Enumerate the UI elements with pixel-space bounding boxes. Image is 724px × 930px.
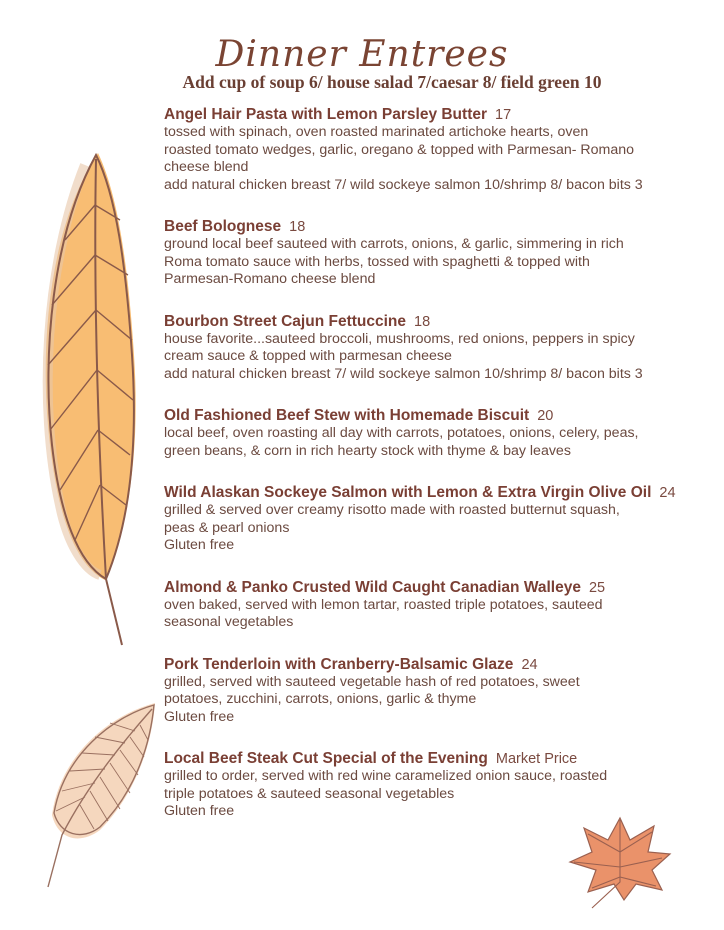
menu-title: Dinner Entrees [215, 34, 509, 75]
item-description-line: add natural chicken breast 7/ wild sockeye salmon 10/shrimp 8/ bacon bits 3 [164, 365, 643, 382]
item-description-line: Roma tomato sauce with herbs, tossed with spaghetti & topped with [164, 253, 590, 270]
menu-item [164, 482, 704, 555]
item-description-line: tossed with spinach, oven roasted marinated artichoke hearts, oven [164, 124, 589, 140]
item-price: 20 [537, 408, 554, 424]
item-name: Wild Alaskan Sockeye Salmon with Lemon & Extra Virgin Olive Oil [164, 484, 652, 501]
item-description-line: grilled & served over creamy risotto made with roasted butternut squash, [164, 502, 620, 518]
item-price: 25 [588, 579, 606, 596]
item-name: Angel Hair Pasta with Lemon Parsley Butter [164, 106, 488, 123]
item-description-line: Gluten free [164, 708, 235, 725]
item-description-line: ground local beef sauteed with carrots, onions, & garlic, simmering in rich [164, 236, 624, 252]
item-description-line: cream sauce & topped with parmesan cheese [164, 348, 452, 364]
item-description-line: add natural chicken breast 7/ wild sockeye salmon 10/shrimp 8/ bacon bits 3 [164, 176, 643, 193]
item-price: 17 [495, 107, 512, 123]
item-name: Almond & Panko Crusted Wild Caught Canadian Walleye [164, 578, 581, 596]
item-name: Local Beef Steak Cut Special of the Evening [164, 750, 488, 767]
item-description-line: house favorite...sauteed broccoli, mushrooms, red onions, peppers in spicy [164, 330, 635, 347]
menu-items-list [164, 104, 704, 821]
item-description-line: Parmesan-Romano cheese blend [164, 271, 376, 287]
item-price: Market Price [495, 751, 578, 767]
item-description-line: grilled to order, served with red wine caramelized onion sauce, roasted [164, 768, 608, 784]
item-description-line: grilled, served with sauteed vegetable hash of red potatoes, sweet [164, 673, 580, 690]
item-description-line: triple potatoes & sauteed seasonal vegetables [164, 785, 455, 802]
beige-leaf-icon [40, 695, 165, 895]
item-description-line: potatoes, zucchini, carrots, onions, garlic & thyme [164, 691, 477, 707]
item-description-line: oven baked, served with lemon tartar, roasted triple potatoes, sauteed [164, 596, 603, 613]
menu-subtitle: Add cup of soup 6/ house salad 7/caesar 8/ field green 10 [182, 72, 602, 92]
item-name: Pork Tenderloin with Cranberry-Balsamic Glaze [164, 655, 514, 673]
item-description-line: local beef, oven roasting all day with carrots, potatoes, onions, celery, peas, [164, 425, 639, 441]
item-description-line: peas & pearl onions [164, 519, 290, 536]
item-description-line: green beans, & corn in rich hearty stock with thyme & bay leaves [164, 442, 571, 459]
item-name: Old Fashioned Beef Stew with Homemade Biscuit [164, 407, 530, 424]
menu-item [164, 216, 704, 289]
item-price: 24 [521, 656, 538, 673]
maple-leaf-icon [562, 812, 677, 912]
menu-item [164, 654, 704, 727]
item-description-line: roasted tomato wedges, garlic, oregano & topped with Parmesan- Romano [164, 141, 635, 158]
item-price: 18 [414, 313, 431, 330]
menu-item [164, 748, 704, 821]
menu-item [164, 577, 704, 632]
item-price: 18 [289, 219, 306, 235]
item-description-line: Gluten free [164, 803, 235, 819]
menu-item [164, 405, 704, 460]
item-name: Beef Bolognese [164, 218, 282, 235]
item-description-line: seasonal vegetables [164, 614, 294, 630]
large-orange-leaf-icon [30, 145, 140, 655]
item-price: 24 [659, 485, 676, 501]
item-name: Bourbon Street Cajun Fettuccine [164, 312, 406, 330]
menu-item [164, 104, 704, 194]
menu-item [164, 311, 704, 384]
item-description-line: Gluten free [164, 537, 235, 553]
item-description-line: cheese blend [164, 159, 249, 175]
